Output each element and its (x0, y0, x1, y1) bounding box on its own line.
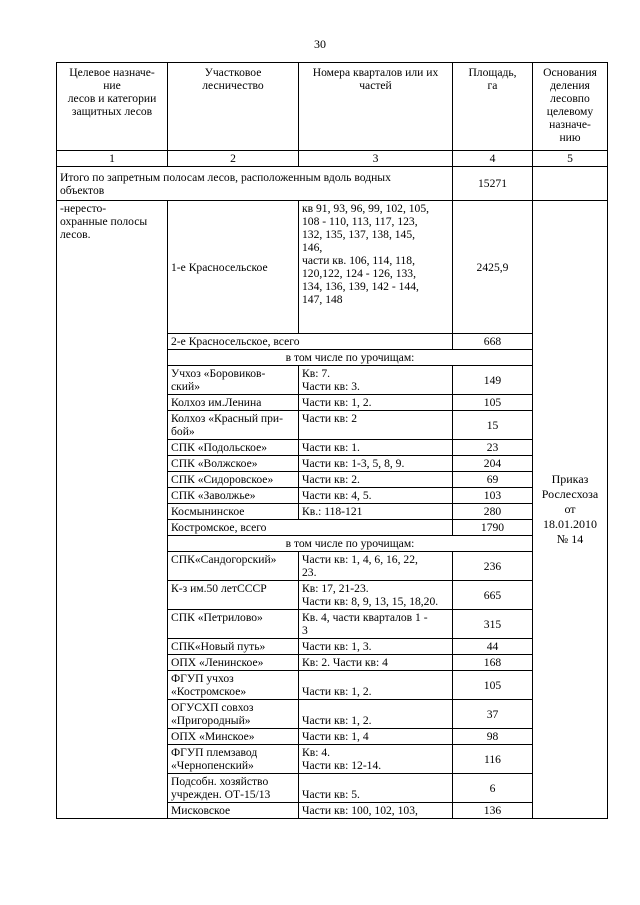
area-value: 44 (453, 639, 533, 655)
tract-name: Мисковское (168, 803, 299, 819)
area-value: 103 (453, 488, 533, 504)
area-value: 69 (453, 472, 533, 488)
tract-name: СПК «Сидоровское» (168, 472, 299, 488)
area-value: 665 (453, 581, 533, 610)
incl-label: в том числе по урочищам: (168, 350, 533, 366)
block-numbers: Части кв: 1, 3. (299, 639, 453, 655)
col-number: 1 (57, 151, 168, 167)
tract-name: ФГУП учхоз «Костромское» (168, 671, 299, 700)
tract-name: К-з им.50 летСССР (168, 581, 299, 610)
category-label: -нересто- охранные полосы лесов. (57, 201, 168, 819)
area-value: 15 (453, 411, 533, 440)
total-label: Итого по запретным полосам лесов, расположенным вдоль водных объектов (57, 167, 453, 201)
block-numbers: Части кв: 1, 2. (299, 671, 453, 700)
area-value: 136 (453, 803, 533, 819)
col-number: 4 (453, 151, 533, 167)
area-value: 6 (453, 774, 533, 803)
area-value: 105 (453, 671, 533, 700)
forest-table (56, 62, 608, 819)
forestry-name: 1-е Красносельское (168, 201, 299, 334)
block-numbers: Кв: 7. Части кв: 3. (299, 366, 453, 395)
tract-name: ОГУСХП совхоз «Пригородный» (168, 700, 299, 729)
area-value: 204 (453, 456, 533, 472)
forestry-total-area: 668 (453, 334, 533, 350)
tract-name: Учхоз «Боровиков- ский» (168, 366, 299, 395)
block-numbers: Части кв: 5. (299, 774, 453, 803)
area-value: 315 (453, 610, 533, 639)
tract-name: СПК «Петрилово» (168, 610, 299, 639)
tract-name: СПК «Волжское» (168, 456, 299, 472)
block-numbers: Кв. 4, части кварталов 1 - 3 (299, 610, 453, 639)
col-number: 3 (299, 151, 453, 167)
tract-name: Подсобн. хозяйство учрежден. ОТ-15/13 (168, 774, 299, 803)
block-numbers: Части кв: 1, 2. (299, 395, 453, 411)
block-numbers: Кв: 4. Части кв: 12-14. (299, 745, 453, 774)
header-basis: Основания деления лесовпо целевому назначе- нию (533, 63, 608, 151)
block-numbers: Части кв: 1, 4 (299, 729, 453, 745)
block-numbers: Части кв: 1, 4, 6, 16, 22, 23. (299, 552, 453, 581)
block-numbers: кв 91, 93, 96, 99, 102, 105, 108 - 110, 113, 117, 123, 132, 135, 137, 138, 145, 146, части кв. 106, 114, 118, 120,122, 124 - 126, 133, 134, 136, 139, 142 - 144, 147, 148 (299, 201, 453, 334)
forestry-total-area: 1790 (453, 520, 533, 536)
tract-name: СПК «Подольское» (168, 440, 299, 456)
col-number: 2 (168, 151, 299, 167)
block-numbers: Кв: 17, 21-23. Части кв: 8, 9, 13, 15, 18,20. (299, 581, 453, 610)
block-numbers: Части кв: 2 (299, 411, 453, 440)
tract-name: СПК«Новый путь» (168, 639, 299, 655)
tract-name: СПК «Заволжье» (168, 488, 299, 504)
header-purpose: Целевое назначе- ние лесов и категории защитных лесов (57, 63, 168, 151)
forestry-total-label: Костромское, всего (168, 520, 453, 536)
area-value: 37 (453, 700, 533, 729)
area-value: 168 (453, 655, 533, 671)
header-forestry: Участковое лесничество (168, 63, 299, 151)
area-value: 98 (453, 729, 533, 745)
basis-text: Приказ Рослесхоза от 18.01.2010 № 14 (533, 201, 608, 819)
header-blocks: Номера кварталов или их частей (299, 63, 453, 151)
tract-name: Колхоз им.Ленина (168, 395, 299, 411)
forestry-total-label: 2-е Красносельское, всего (168, 334, 453, 350)
block-numbers: Кв.: 118-121 (299, 504, 453, 520)
area-value: 23 (453, 440, 533, 456)
tract-name: Космынинское (168, 504, 299, 520)
area-value: 2425,9 (453, 201, 533, 334)
area-value: 236 (453, 552, 533, 581)
area-value: 149 (453, 366, 533, 395)
area-value: 280 (453, 504, 533, 520)
area-value: 105 (453, 395, 533, 411)
tract-name: СПК«Сандогорский» (168, 552, 299, 581)
page-number: 30 (314, 37, 326, 51)
tract-name: Колхоз «Красный при- бой» (168, 411, 299, 440)
incl-label: в том числе по урочищам: (168, 536, 533, 552)
col-number: 5 (533, 151, 608, 167)
block-numbers: Части кв: 1, 2. (299, 700, 453, 729)
header-area: Площадь, га (453, 63, 533, 151)
tract-name: ОПХ «Минское» (168, 729, 299, 745)
block-numbers: Части кв: 100, 102, 103, (299, 803, 453, 819)
tract-name: ОПХ «Ленинское» (168, 655, 299, 671)
block-numbers: Части кв: 2. (299, 472, 453, 488)
block-numbers: Части кв: 1-3, 5, 8, 9. (299, 456, 453, 472)
total-area: 15271 (453, 167, 533, 201)
tract-name: ФГУП племзавод «Чернопенский» (168, 745, 299, 774)
area-value: 116 (453, 745, 533, 774)
block-numbers: Части кв: 4, 5. (299, 488, 453, 504)
block-numbers: Кв: 2. Части кв: 4 (299, 655, 453, 671)
block-numbers: Части кв: 1. (299, 440, 453, 456)
